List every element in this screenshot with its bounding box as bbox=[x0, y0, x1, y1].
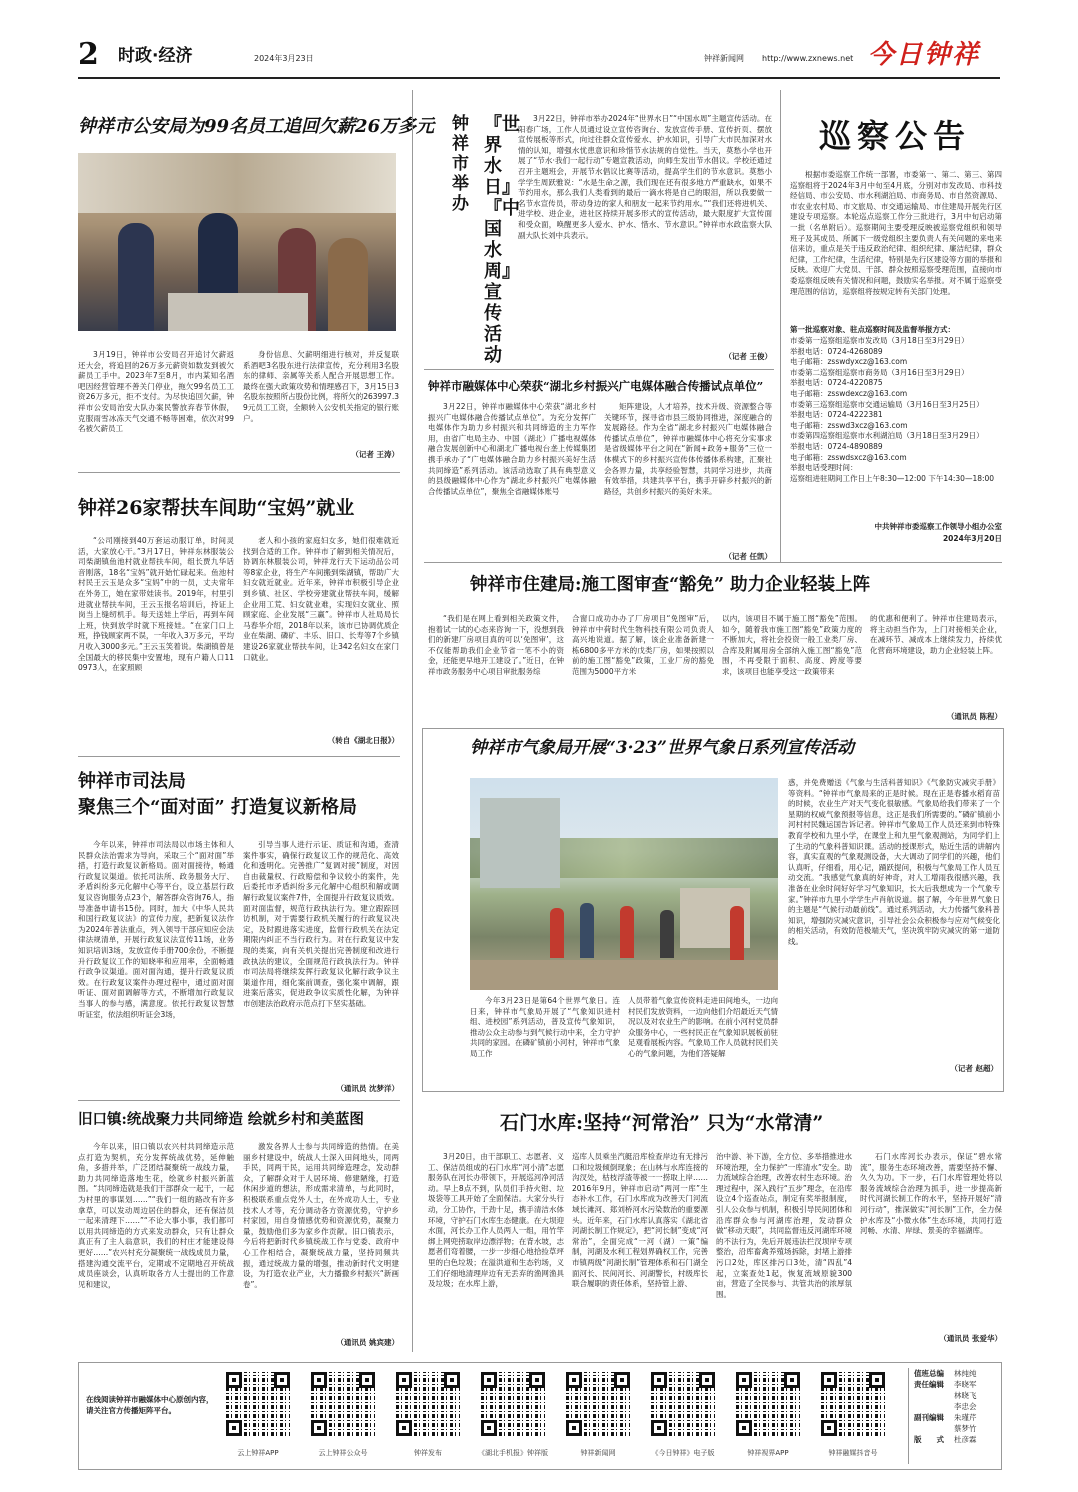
byline-meteorology: （记者 赵超） bbox=[950, 1064, 998, 1073]
photo-meteorology bbox=[470, 778, 778, 990]
qr-code-icon[interactable] bbox=[481, 1372, 545, 1436]
qr-code-icon[interactable] bbox=[736, 1372, 800, 1436]
qr-code-label: 钟祥发布 bbox=[414, 1449, 442, 1457]
staff-name: 李忠会 bbox=[954, 1402, 977, 1411]
article-caption-meteorology-1: 今年3月23日是第64个世界气象日。连日来，钟祥市气象局开展了“气象知识进村组、进校园”系列活动，普及宣传气象知识，推动公众主动参与到气候行动中来，全力守护共同的家园。在磷矿镇前小河村，钟祥市气象局工作 bbox=[470, 996, 620, 1058]
newspaper-logo: 今日钟祥 bbox=[868, 40, 981, 70]
staff-name: 林纯纯 bbox=[954, 1369, 977, 1378]
article-body-police-1: 3月19日，钟祥市公安局召开追讨欠薪返还大会，将追回的26万多元薪资如数发到被欠薪员工手中。2023年7至8月，市内某知名酒吧因经营管理不善关门停业，拖欠99名员工工资26万多元，拒不支付。为尽快追回欠薪，钟祥市公安局治安大队办案民警放弃春节休假，克服雨雪冰冻天气交通不畅等困难，依次对99名被欠薪员工 bbox=[78, 350, 234, 434]
article-body-housing-4: 的优惠和便利了。钟祥市住建局表示，将主动担当作为，上门对接相关企业，在减环节、减成本上继续发力，持续优化营商环境建设，助力企业轻装上阵。 bbox=[870, 614, 1002, 655]
article-body-media-center-1: 3月22日，钟祥市融媒体中心荣获“湖北乡村振兴广电媒体融合传播试点单位”。为充分发挥广电媒体作为助力乡村振兴和共同缔造的主力军作用，由省广电局主办、中国（湖北）广播电视媒体融合发展创新中心和湖北广播电视台垄上传媒集团携手承办了“广电媒体融合助力乡村振兴美好生活共同缔造”系列活动。该活动选取了具有典型意义的县级融媒体中心作为“湖北乡村振兴广电媒体融合传播试点单位”，聚焦全省融媒体账号 bbox=[428, 402, 596, 496]
photo-police-wages bbox=[78, 153, 396, 331]
staff-name: 蔡梦竹 bbox=[954, 1424, 977, 1433]
byline-water-day: （记者 王俊） bbox=[724, 352, 772, 361]
section-name: 时政·经济 bbox=[118, 46, 193, 66]
qr-code-icon[interactable] bbox=[396, 1372, 460, 1436]
byline-police: （记者 王涛） bbox=[351, 450, 399, 459]
footer-note: 在线阅读钟祥市融媒体中心原创内容，请关注官方传播矩阵平台。 bbox=[86, 1395, 214, 1415]
site-url: http://www.zxnews.net bbox=[762, 54, 854, 63]
issue-date: 2024年3月23日 bbox=[254, 54, 314, 63]
article-body-baoma-2: 老人和小孩的家庭妇女多，她们很难就近找到合适的工作。钟祥市了解到相关情况后，协调东林服装公司，钟祥龙行天下运动品公司等8家企业，将生产车间搬到柴湖镇，帮助广大妇女就近就业。近年来，钟祥市积极引导企业到乡镇、社区、学校旁建就业帮扶车间，缓解企业用工荒、妇女就业难，实现妇女就业、照顾家庭、企业发展“三赢”。钟祥市人社局局长马春华介绍，2018年以来，该市已协调优质企业在柴湖、磷矿、丰乐、旧口、长寿等7个乡镇建设26家就业帮扶车间，让342名妇女在家门口就业。 bbox=[243, 536, 399, 662]
byline-judicial: （通讯员 沈梦洋） bbox=[336, 1084, 399, 1093]
article-body-jiukou-2: 激发各界人士参与共同缔造的热情。在美丽乡村建设中，统战人士深入田间地头，同两手民，同两干民，运用共同缔造理念，发动群众，了解群众对于人居环境、修建陋缘，打造休闲步道的想法，形成需求清单，与此同时，积极联系重点党外人士，在外成功人士，专业技术人才等，充分调动各方资源优势，守护乡村家园，用自身情感优势和资源优势，凝聚力量，鼓励他们多为家乡作贡献。旧口镇表示，今后将把新时代乡镇统战工作与党委、政府中心工作相结合，凝聚统战力量，坚持同频共振，通过统战力量的增强，推动新时代文明建设，为打造农业产业，大力播撒乡村振兴“新画卷”。 bbox=[243, 1142, 399, 1289]
article-title-media-center: 钟祥市融媒体中心荣获“湖北乡村振兴广电媒体融合传播试点单位” bbox=[428, 379, 764, 393]
article-body-reservoir-3: 治中游、补下游，全方位、多举措推进水环境治理，全力保护“一库清水”安全。助力流域综合治理，改善农村生态环境。治理过程中，深入践行“五步”理念，在沿库设立4个巡查站点，制定有奖举报制度，引人公众参与机制，积极引导民间团体和沿库群众参与河湖库治理，发动群众做“移动天眼”，共同监督违反河湖库环境的不法行为，先后开展违法拦汊坝岸专项整治，沿库畜禽养殖场拆除，封堵上游排污口2处，库区排污口3处，清“四乱”4起，立案查处1起，恢复流域原貌300亩，营造了全民参与、共管共治的浓厚氛围。 bbox=[716, 1152, 852, 1299]
article-body-reservoir-2: 巡库人员乘坐汽艇沿库检查岸边有无排污口和垃圾倾倒现象；在山林与水库连接的沟汊处，枯枝浮渣等被一一捞取上岸……2016年9月，钟祥市启动“两河一库”生态补水工作，石门水库成为改善天门河流域长滩河、郑刘桥河水污染数治的重要源头。近年来，石门水库认真落实《湖北省河湖长制工作规定》，把“河长制”变成“河常治”，全面完成“一河（湖）一策”编制，河湖及水利工程划界确权工作，完善市镇两级“河湖长制”管理体系和石门湖全面河长、民间河长、河湖警长，村级库长联合履职的责任体系，坚持管上游、 bbox=[572, 1152, 708, 1289]
notice-list-title: 第一批巡察对象、驻点巡察时间及监督举报方式： bbox=[790, 325, 955, 334]
article-body-water-day: 3月22日，钟祥市举办2024年“世界水日”“中国水周”主题宣传活动。在阳春广场，工作人员通过设立宣传咨询台、发放宣传手册、宣传折页、摆放宣传展板等形式，向过往群众宣传爱水、护水知识，引导广大市民加深对水情的认知，增强水忧患意识和珍惜节水法规的自觉性。当天，莫愁小学也开展了“节水·我们一起行动”专题宣教活动，向师生发出节水倡议。学校还通过召开主题班会，开展节水倡议比赛等活动，提高学生们的节水意识。莫愁小学学生周跃雅说：“水是生命之源，我们现在还有很多地方严重缺水，如果不节约用水，那么我们人类看到的最后一滴水将是自己的眼泪，所以我要做一名节水宣传员，带动身边的家人和朋友一起来节约用水。”“我们还将进机关、进学校、进企业，进社区持续开展多形式的宣传活动，最大限度扩大宣传面和受众面，唤醒更多人爱水、护水、惜水、节水意识。”钟祥市水政监察大队副大队长刘中兵表示。 bbox=[518, 114, 772, 240]
byline-jiukou: （通讯员 姚宾建） bbox=[336, 1338, 399, 1347]
divider bbox=[78, 472, 400, 473]
byline-housing: （通讯员 陈程） bbox=[946, 712, 1002, 721]
qr-code-label: 钟祥新闻网 bbox=[580, 1449, 616, 1457]
notice-title: 巡察公告 bbox=[818, 117, 971, 155]
article-body-housing-2: 合窗口成功办办了厂房项目“免图审”后，钟祥市中荷时代生物科技有限公司负责人高兴地说道。据了解，该企业准备新建一栋6800多平方米的戊类厂房，如果按照以前的施工图“豁免”政策，工业厂房的豁免范围为5000平方米 bbox=[572, 614, 714, 676]
qr-code-label: 云上钟祥APP bbox=[237, 1449, 279, 1457]
staff-role: 版 式 bbox=[914, 1435, 944, 1444]
staff-name: 杜彦霖 bbox=[954, 1435, 977, 1444]
article-body-media-center-2: 矩阵建设，人才培养，技术升级、资源整合等关键环节，探寻省市县三级协同推进，深度融合的发展路径。作为全省“湖北乡村振兴广电媒体融合传播试点单位”，钟祥市融媒体中心将充分实事求是省级媒体平台之间在“新闻+政务+服务”三位一体模式下的乡村振兴宣传体传播体系构建，汇聚社会各界力量，共享经验智慧，共同学习进步，共商有效举措，共建共享平台，携手开辟乡村振兴的新路径，共创乡村振兴的美好未来。 bbox=[604, 402, 772, 496]
qr-code-icon[interactable] bbox=[821, 1372, 885, 1436]
divider bbox=[424, 369, 774, 370]
qr-code-label: 钟祥视界APP bbox=[747, 1449, 789, 1457]
qr-code-label: 云上钟祥公众号 bbox=[318, 1449, 368, 1457]
article-subtitle-water-day: 钟祥市举办 bbox=[452, 114, 469, 214]
staff-role: 值班总编 bbox=[914, 1369, 944, 1378]
article-title-jiukou: 旧口镇:统战聚力共同缔造 绘就乡村和美蓝图 bbox=[78, 1111, 364, 1128]
article-title-meteorology: 钟祥市气象局开展“3·23”世界气象日系列宣传活动 bbox=[470, 738, 854, 758]
staff-name: 林晓飞 bbox=[954, 1391, 977, 1400]
page-number: 2 bbox=[78, 37, 99, 72]
staff-list bbox=[914, 1368, 1002, 1445]
divider bbox=[78, 1100, 400, 1101]
article-body-judicial-2: 引导当事人进行示证、质证和沟通，查清案件事实，确保行政复议工作的规范化、高效化和透明化。完善推广“复调对接”制度，对因自由裁量权、行政赔偿和争议较小的案件，先后委托市矛盾纠纷多元化解中心组织和解或调解行政复议案件7件，全面提升行政复议质效。面对面监督，规范行政执法行为。建立跟踪回访机制，对于需要行政机关履行的行政复议决定，及时跟进落实进度，监督行政机关在法定期限内纠正不当行政行为。对在行政复议中发现的类案，向有关机关提出完善制度和改进行政执法的建议，全面规范行政执法行为。钟祥市司法局将继续发挥行政复议化解行政争议主渠道作用，细化案前调查，强化案中调解，跟进案后落实，促进政争议实质性化解，为钟祥市创建法治政府示范点打下坚实基础。 bbox=[243, 840, 399, 1008]
article-title-judicial-2: 聚焦三个“面对面” 打造复议新格局 bbox=[78, 797, 357, 818]
notice-date: 2024年3月20日 bbox=[942, 534, 1002, 543]
article-caption-meteorology-2: 人员带着气象宣传资料走进田间地头，一边向村民们发放资料，一边向他们介绍最近天气情况以及对农业生产的影响。在前小河村党员群众服务中心，一些村民正在气象知识展板前驻足观看展板内容。气象局工作人员就村民们关心的气象问题，为他们答疑解 bbox=[628, 996, 778, 1058]
article-title-police: 钟祥市公安局为99名员工追回欠薪26万多元 bbox=[78, 116, 435, 137]
qr-code-icon[interactable] bbox=[311, 1372, 375, 1436]
article-title-baoma: 钟祥26家帮扶车间助“宝妈”就业 bbox=[78, 497, 355, 519]
article-title-judicial-1: 钟祥市司法局 bbox=[78, 771, 186, 792]
article-body-jiukou-1: 今年以来，旧口镇以农兴村共同缔造示范点打造为契机，充分发挥统战优势，延伸触角，多措并举，广泛团结凝聚统一战线力量，助力共同缔造落地生花，绘就乡村振兴新蓝图。“共同缔造就是我们干部群众一起干，一起为村里的事谋划……”“我们一组的路改有许多拿草，可以发动周边居住的群众，还有保洁员一起来清理下……”“不论大事小事，我们都可以用共同缔造的方式来发动群众，只有让群众真正有了主人翁意识，我们的村庄才能建设得更好……”农兴村充分凝聚统一战线成员力量，搭建沟通交流平台，定期或不定期地召开统战成员座谈会，认真听取各方人士提出的工作意见和建议， bbox=[78, 1142, 234, 1289]
qr-code-label: 《湖北手机报》钟祥版 bbox=[478, 1449, 548, 1457]
byline-media-center: （记者 任凯） bbox=[724, 552, 772, 561]
article-title-housing: 钟祥市住建局:施工图审查“豁免” 助力企业轻装上阵 bbox=[470, 575, 871, 595]
article-body-reservoir-1: 3月20日，由干部职工、志愿者、义工、保洁员组成的石门水库“河小清”志愿服务队在河长办带领下，开展巡河净河活动。早上8点不到，队员们手持火钳、垃圾袋等工具开始了全面保洁。大家分头行动，分工协作，干劲十足，携手清洁水体环境，守护石门水库生态健康。在大坝迎水面，河长办工作人员两人一组，用竹竿绑上网兜捞取岸边漂浮物；在背水坡，志愿者们弯着腰，一步一步细心地拾捡草坪里的白色垃圾；在溢洪道和生态钓场，义工们仔细地清理岸边有无丢弃的渔网渔具及垃圾；在水库上游， bbox=[428, 1152, 564, 1289]
qr-code-icon[interactable] bbox=[651, 1372, 715, 1436]
byline-baoma: （转自《湖北日报》） bbox=[327, 736, 399, 745]
notice-intro: 根据市委巡察工作统一部署，市委第一、第二、第三、第四巡察组将于2024年3月中旬至4月底，分别对市发改局、市科技经信局、市公安局、市水利湖泊局、市商务局、市自然资源局、市农业农村局、市文旅局、市交通运输局、市住建局开展先行区建设专项巡察。本轮巡点巡察工作分三批进行，3月中旬启动第一批（名单附后）。巡察期间主要受理反映被巡察党组织和领导班子及其成员、所属下一级党组织主要负责人有关问题的来电来信来访，重点是关于违反政治纪律、组织纪律、廉洁纪律，群众纪律，工作纪律，生活纪律，特别是先行区建设等方面的举报和反映。欢迎广大党员、干部、群众按照巡察受理范围，直接向市委巡察组反映有关情况和问题，鼓励实名举报。对不属于巡察受理范围的信访，巡察组将按规定转有关部门处理。 bbox=[790, 170, 1002, 296]
article-body-housing-1: “我们是在网上看到相关政策文件，抱着试一试的心态来咨询一下，没想到我们的新建厂房项目真的可以‘免图审’，这不仅能帮助我们企业节省一笔不小的资金，还能更早地开工建设了。”近日，在钟祥市政务服务中心项目审批服务综 bbox=[428, 614, 564, 676]
article-body-baoma-1: “公司刚接到40万套运动服订单，时间灵活，大家放心干。”3月17日，钟祥东林服装公司柴湖镇鱼池村就业帮扶车间，组长贾九华话音刚落，18名“宝妈”就开始忙碌起来。鱼池村村民王云玉是众多“宝妈”中的一员，丈夫常年在外务工，她在家带娃读书。2019年，村里引进就业帮扶车间，王云玉报名培训后，持证上岗当上缝纫机手。每天送娃上学后，再到车间上班，快到放学时就下班接娃。“在家门口上班，挣钱顾家两不误，一年收入3万多元，平均月收入3000多元。”王云玉笑着说。柴湖镇曾是全国最大的移民集中安置地，现有户籍人口110973人，在家照顾 bbox=[78, 536, 234, 673]
qr-code-label: 钟祥融媒抖音号 bbox=[828, 1449, 878, 1457]
divider bbox=[424, 562, 1002, 563]
column-divider bbox=[780, 90, 781, 562]
article-title-reservoir: 石门水库:坚持“河常治” 只为“水常清” bbox=[500, 1112, 824, 1134]
staff-name: 朱瑾芹 bbox=[954, 1413, 977, 1422]
staff-role: 责任编辑 bbox=[914, 1380, 944, 1389]
notice-signature: 中共钟祥市委巡察工作领导小组办公室 bbox=[874, 522, 1002, 531]
qr-code-icon[interactable] bbox=[226, 1372, 290, 1436]
article-title-water-day: 『世界水日』『中国水周』宣传活动 bbox=[484, 114, 520, 366]
article-body-police-2: 身份信息、欠薪明细进行核对，并反复联系酒吧3名股东进行法律宣传，充分利用3名股东的律师、亲属等关系人配合开展思想工作。最终在强大政策攻势和情理感召下，3月15日3名股东按照所占股份比例，将所欠的263997.39元员工工资，全额转入公安机关指定的银行账户。 bbox=[243, 350, 399, 423]
masthead-rule bbox=[78, 77, 1000, 79]
byline-reservoir: （通讯员 张爱华） bbox=[939, 1334, 1002, 1343]
footer-divider bbox=[908, 1368, 909, 1464]
qr-code-icon[interactable] bbox=[566, 1372, 630, 1436]
column-divider bbox=[412, 90, 413, 1352]
site-name: 钟祥新闻网 bbox=[704, 54, 744, 63]
divider bbox=[78, 756, 400, 757]
qr-code-label: 《今日钟祥》电子版 bbox=[651, 1449, 715, 1457]
staff-role: 副刊编辑 bbox=[914, 1413, 944, 1422]
article-body-reservoir-4: 石门水库河长办表示，保证“碧水常流”，服务生态环境改善，需要坚持不懈、久久为功。下一步，石门水库管理处将以服务流域综合治理为抓手，进一步提高新时代河湖长制工作的水平，坚持开展好“清河行动”，推深做实“河长制”工作，全力保护水库及“小微水体”生态环境，共同打造河畅、水清、岸绿、景美的幸福湖库。 bbox=[860, 1152, 1002, 1236]
article-body-judicial-1: 今年以来，钟祥市司法局以市场主体和人民群众法治需求为导向，采取三个“面对面”举措，打造行政复议新格局。面对面接待，畅通行政复议渠道。依托司法所、政务服务大厅、矛盾纠纷多元化解中心等平台，设立基层行政复议咨询服务点23个，解答群众咨询76人，指导准备申请书15份。同时，加大《中华人民共和国行政复议法》的宣传力度，把新复议法作为2024年普法重点，列入领导干部应知应会法律法规清单，开展行政复议法宣传11场，业务知识培训3场，发放宣传手册700余份，不断提升行政复议工作的知晓率和应用率，全面畅通行政争议渠道。面对面沟通，提升行政复议质效。在行政复议案件办理过程中，通过面对面听证、面对面调解等方式，不断增加行政复议当事人的参与感，满意度。依托行政复议智慧听证室，依法组织听证会3场， bbox=[78, 840, 234, 1019]
article-body-housing-3: 以内，该项目不属于施工图“豁免”范围。如今，随着我市施工图“豁免”政策力度的不断加大，将社会投资一般工业类厂房、合库及附属用房全部纳入施工图“豁免”范围，不再受限于面积、高度、跨度等要求，该项目也能享受这一政策带来 bbox=[722, 614, 862, 676]
staff-name: 李晓军 bbox=[954, 1380, 977, 1389]
article-body-meteorology: 惑，并免费赠送《气象与生活科普知识》《气象防灾减灾手册》等资料。“钟祥市气象局来的正是时候。现在正是春播水稻育苗的时候，农业生产对天气变化很敏感。气象局给我们带来了一个星期的权威气象预报等信息，这正是我们所需要的。”磷矿镇前小河村村民魏运国告诉记者。钟祥市气象局工作人员还来到市特殊教育学校和九里小学，在课堂上和九里气象观测站，为同学们上了生动的气象科普知识课。活动的授课形式，贴近生活的讲解内容，真实直观的气象观测设备，大大调动了同学们的兴趣，他们认真听，仔细看，用心记，踊跃提问，积极与气象局工作人员互动交流。“我感觉气象真的好神奇，对人工增雨我很感兴趣，我准备在业余时间好好学习气象知识，长大后我想成为一个气象专家。”钟祥市九里小学学生卢肖航说道。据了解，今年世界气象日的主题是“气候行动最前线”。通过系列活动，大力传播气象科普知识，增强防灾减灾意识，引导社会公众积极参与应对气候变化的相关活动，有效防范极端天气，坚决筑牢防灾减灾的第一道防线。 bbox=[788, 778, 1000, 946]
notice-item-list: 市委第一巡察组巡察市发改局（3月18日至3月29日） 举报电话：0724-4268089 电子邮箱：zsswdyxcz@163.com 市委第二巡察组巡察市商务局（3月16日至3月29日） 举报电话：0724-4220875 电子邮箱：zsswdexcz@163.com 市委第三巡察组巡察市交通运输局（3月16日至3月25日） 举报电话：0724-4222381 电子邮箱：zsswd3xcz@163.com 市委第四巡察组巡察市水利湖泊局（3月18日至3月29日） 举报电话：0724-4890889 电子邮箱：zsswdsxcz@163.com 举报电话受理时间： 巡察组进驻期间工作日上午8:30—12:00 下午14:30—18:00 bbox=[790, 336, 995, 483]
